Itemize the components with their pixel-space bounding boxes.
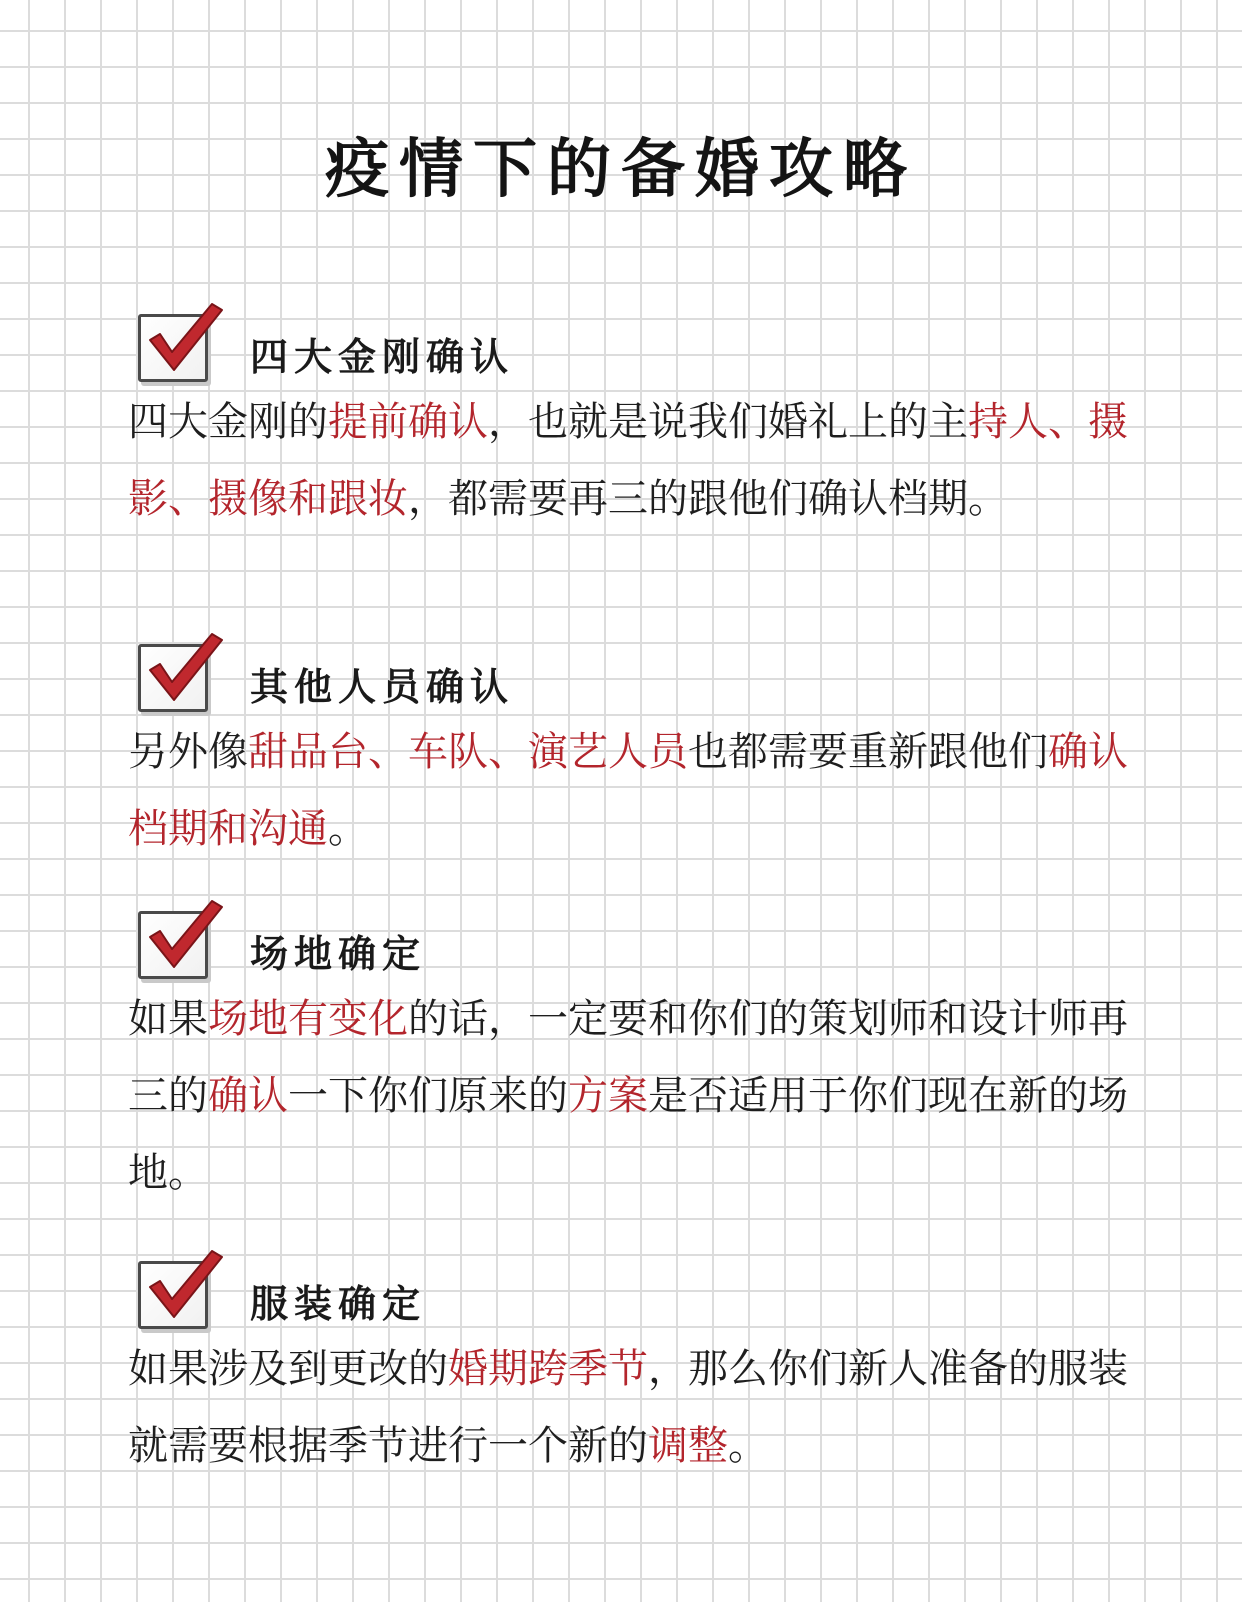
body-text: ，那么你们新人准备的服装就需要根据季节进行一个新的 <box>128 1346 1128 1469</box>
body-text: 四大金刚的 <box>128 399 328 445</box>
checkmark-icon <box>140 628 230 708</box>
checkmark-icon <box>140 895 230 975</box>
highlight-text: 婚期跨季节 <box>448 1346 648 1392</box>
section-other-staff <box>128 628 1128 868</box>
section-heading-text: 其他人员确认 <box>250 665 515 709</box>
section-body <box>128 981 1128 1212</box>
section-body <box>128 384 1128 538</box>
body-text: 另外像 <box>128 729 248 775</box>
section-four-vendors <box>128 298 1128 538</box>
highlight-text: 确认 <box>208 1073 288 1119</box>
section-venue <box>128 895 1128 1212</box>
highlight-text: 持人、摄影、摄像和跟妆 <box>128 399 1128 522</box>
highlight-text: 确认档期和沟通 <box>128 729 1128 852</box>
section-body <box>128 1331 1128 1485</box>
body-text: 的话，一定要和你们的策划师和设计师再三的 <box>128 996 1128 1119</box>
body-text: 。 <box>728 1423 768 1469</box>
section-heading <box>128 628 1128 710</box>
page-title: 疫情下的备婚攻略 <box>325 133 917 207</box>
body-text: 也都需要重新跟他们 <box>688 729 1048 775</box>
highlight-text: 场地有变化 <box>208 996 408 1042</box>
body-text: 是否适用于你们现在新的场地。 <box>128 1073 1128 1196</box>
body-text: 如果 <box>128 996 208 1042</box>
section-attire <box>128 1245 1128 1485</box>
checkmark-icon <box>140 298 230 378</box>
highlight-text: 调整 <box>648 1423 728 1469</box>
body-text: 一下你们原来的 <box>288 1073 568 1119</box>
section-heading-text: 服装确定 <box>250 1282 427 1326</box>
section-heading <box>128 298 1128 380</box>
section-body <box>128 714 1128 868</box>
body-text: 如果涉及到更改的 <box>128 1346 448 1392</box>
section-heading-text: 四大金刚确认 <box>250 335 515 379</box>
checkmark-icon <box>140 1245 230 1325</box>
highlight-text: 甜品台、车队、演艺人员 <box>248 729 688 775</box>
body-text: 。 <box>328 806 368 852</box>
section-heading-text: 场地确定 <box>250 932 427 976</box>
section-heading <box>128 895 1128 977</box>
highlight-text: 提前确认 <box>328 399 488 445</box>
section-heading <box>128 1245 1128 1327</box>
body-text: ，都需要再三的跟他们确认档期。 <box>408 476 1008 522</box>
body-text: ，也就是说我们婚礼上的主 <box>488 399 968 445</box>
highlight-text: 方案 <box>568 1073 648 1119</box>
